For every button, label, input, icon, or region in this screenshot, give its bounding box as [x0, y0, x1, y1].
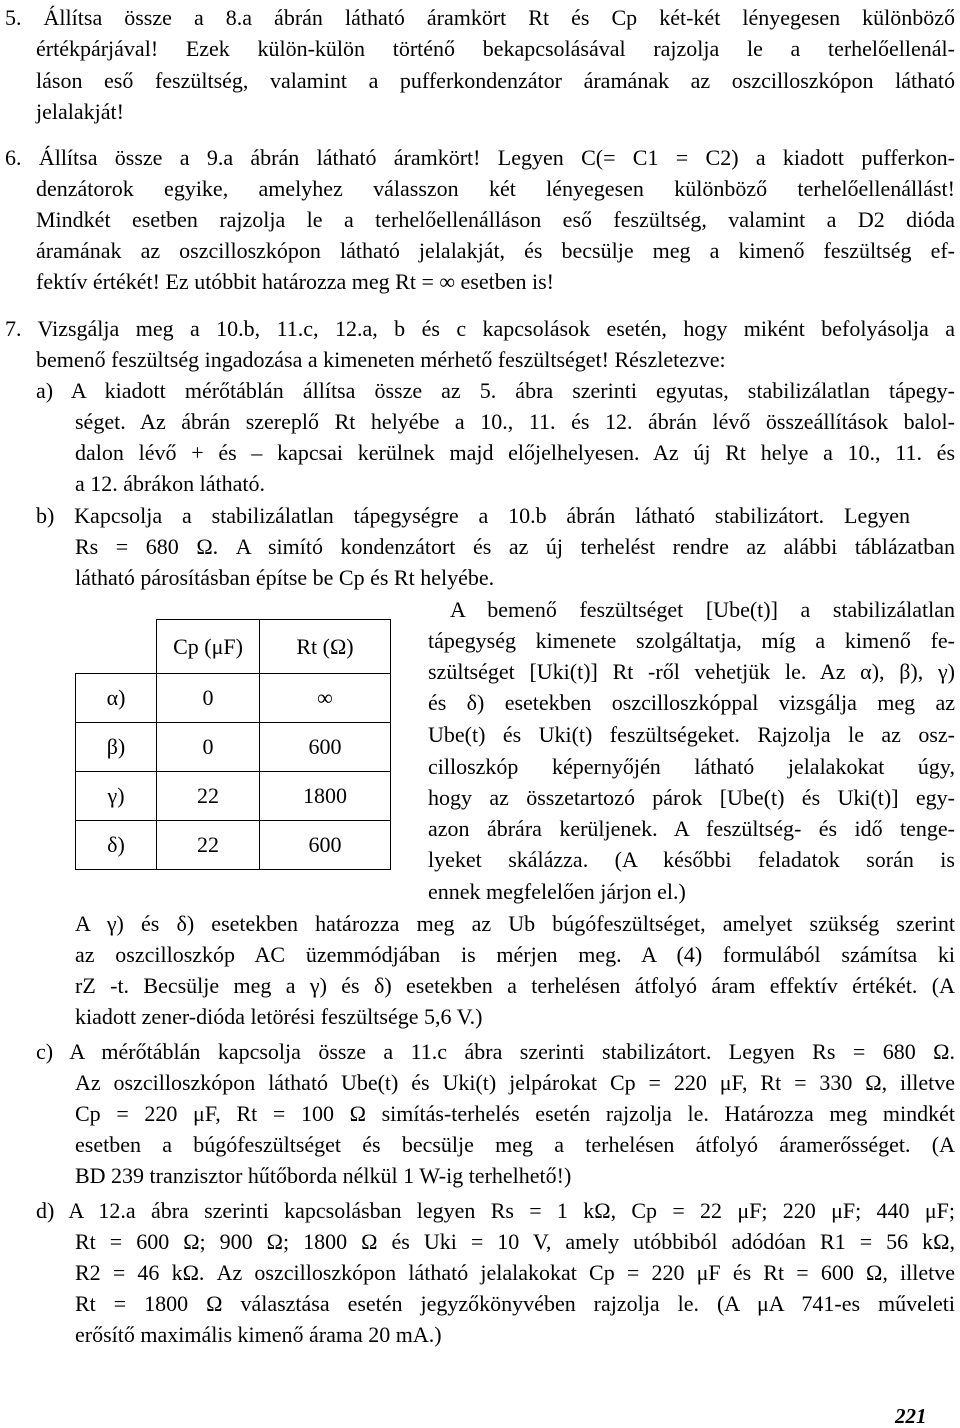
text-line: Ube(t) és Uki(t) feszültségeket. Rajzolja le az osz-: [428, 722, 955, 747]
text-line: Rs = 680 Ω. A simító kondenzátort és az új terhelést rendre az alábbi táblázatban: [75, 534, 955, 559]
table-row: [76, 723, 391, 772]
text-line: d) A 12.a ábra szerinti kapcsolásban legyen Rs = 1 kΩ, Cp = 22 μF; 220 μF; 440 μF;: [36, 1198, 955, 1223]
text-line: Mindkét esetben rajzolja le a terhelőellenálláson eső feszültség, valamint a D2 dióda: [36, 207, 955, 232]
table-header-cell: Cp (μF): [157, 620, 260, 674]
text-line: látható párosításban építse be Cp és Rt helyébe.: [75, 565, 495, 590]
table-cell: 22: [157, 821, 260, 870]
text-line: tápegység kimenete szolgáltatja, míg a kimenő fe-: [428, 628, 955, 653]
table-cell: ∞: [260, 674, 391, 723]
table-cell: 600: [260, 723, 391, 772]
text-line: esetben a búgófeszültséget és becsülje meg a terhelésen átfolyó áramerősséget. (A: [75, 1132, 955, 1157]
text-line: az oszcilloszkóp AC üzemmódjában is mérjen meg. A (4) formulából számítsa ki: [75, 942, 955, 967]
table-cell: 0: [157, 723, 260, 772]
table-cell: 1800: [260, 772, 391, 821]
text-line: láson eső feszültség, valamint a pufferkondenzátor áramának az oszcilloszkópon látható: [36, 68, 955, 93]
table-row: [76, 821, 391, 870]
text-line: BD 239 tranzisztor hűtőborda nélkül 1 W-ig terhelhető!): [75, 1163, 572, 1188]
text-line: lyeket skálázza. (A későbbi feladatok során is: [428, 847, 955, 872]
text-line: cilloszkóp képernyőjén látható jelalakokat úgy,: [428, 754, 955, 779]
text-line: rZ -t. Becsülje meg a γ) és δ) esetekben a terhelésen átfolyó áram effektív értékét. (A: [75, 973, 955, 998]
text-line: és δ) esetekben oszcilloszkóppal vizsgálja meg az: [428, 690, 955, 715]
text-line: értékpárjával! Ezek külön-külön történő bekapcsolásával rajzolja le a terhelőellenál-: [36, 36, 955, 61]
text-line: áramának az oszcilloszkópon látható jelalakját, és becsülje meg a kimenő feszültség ef-: [36, 238, 955, 263]
table-row: [76, 674, 391, 723]
page-number: 221: [895, 1404, 927, 1428]
text-line: R2 = 46 kΩ. Az oszcilloszkópon látható jelalakokat Cp = 220 μF és Rt = 600 Ω, illetve: [75, 1260, 955, 1285]
text-line: c) A mérőtáblán kapcsolja össze a 11.c ábra szerinti stabilizátort. Legyen Rs = 680 Ω.: [36, 1039, 955, 1064]
text-line: bemenő feszültség ingadozása a kimeneten mérhető feszültséget! Részletezve:: [36, 347, 726, 372]
text-line: A γ) és δ) esetekben határozza meg az Ub búgófeszültséget, amelyet szükség szerint: [75, 911, 955, 936]
text-line: b) Kapcsolja a stabilizálatlan tápegységre a 10.b ábrán látható stabilizátort. Legyen: [36, 503, 910, 528]
table-cell: γ): [76, 772, 157, 821]
text-line: A bemenő feszültséget [Ube(t)] a stabilizálatlan: [450, 597, 955, 622]
table-header-cell: Rt (Ω): [260, 620, 391, 674]
table-cell: δ): [76, 821, 157, 870]
table-cell: α): [76, 674, 157, 723]
text-line: 7. Vizsgálja meg a 10.b, 11.c, 12.a, b és c kapcsolások esetén, hogy miként befolyásolja a: [5, 316, 955, 341]
capacitor-load-table: [75, 619, 391, 870]
text-line: jelalakját!: [36, 99, 124, 124]
table-row: [76, 772, 391, 821]
text-line: szültséget [Uki(t)] Rt -ről vehetjük le. Az α), β), γ): [428, 659, 955, 684]
table-cell: 0: [157, 674, 260, 723]
text-line: a) A kiadott mérőtáblán állítsa össze az 5. ábra szerinti egyutas, stabilizálatlan tápegy-: [36, 378, 955, 403]
text-line: 5. Állítsa össze a 8.a ábrán látható áramkört Rt és Cp két-két lényegesen különböző: [5, 5, 955, 30]
text-line: Rt = 1800 Ω választása esetén jegyzőkönyvében rajzolja le. (A μA 741-es műveleti: [75, 1291, 955, 1316]
text-line: fektív értékét! Ez utóbbit határozza meg Rt = ∞ esetben is!: [36, 269, 555, 294]
text-line: denzátorok egyike, amelyhez válasszon két lényegesen különböző terhelőellenállást!: [36, 176, 955, 201]
text-line: azon ábrára kerüljenek. A feszültség- és idő tenge-: [428, 816, 955, 841]
table-cell: 600: [260, 821, 391, 870]
text-line: erősítő maximális kimenő árama 20 mA.): [75, 1322, 442, 1347]
text-line: kiadott zener-dióda letörési feszültsége 5,6 V.): [75, 1004, 483, 1029]
table-cell: β): [76, 723, 157, 772]
table-header-cell: [76, 620, 157, 674]
text-line: 6. Állítsa össze a 9.a ábrán látható áramkört! Legyen C(= C1 = C2) a kiadott pufferkon-: [5, 145, 955, 170]
text-line: Cp = 220 μF, Rt = 100 Ω simítás-terhelés esetén rajzolja le. Határozza meg mindkét: [75, 1101, 955, 1126]
table-header-row: [76, 620, 391, 674]
text-line: Rt = 600 Ω; 900 Ω; 1800 Ω és Uki = 10 V, amely utóbbiból adódóan R1 = 56 kΩ,: [75, 1229, 955, 1254]
text-line: ennek megfelelően járjon el.): [428, 879, 686, 904]
text-line: a 12. ábrákon látható.: [75, 471, 265, 496]
text-line: hogy az összetartozó párok [Ube(t) és Uki(t)] egy-: [428, 785, 955, 810]
text-line: Az oszcilloszkópon látható Ube(t) és Uki(t) jelpárokat Cp = 220 μF, Rt = 330 Ω, illetve: [75, 1070, 955, 1095]
text-line: dalon lévő + és – kapcsai kerülnek majd előjelhelyesen. Az új Rt helye a 10., 11. és: [75, 440, 955, 465]
table-cell: 22: [157, 772, 260, 821]
text-line: séget. Az ábrán szereplő Rt helyébe a 10., 11. és 12. ábrán lévő összeállítások balol-: [75, 409, 955, 434]
